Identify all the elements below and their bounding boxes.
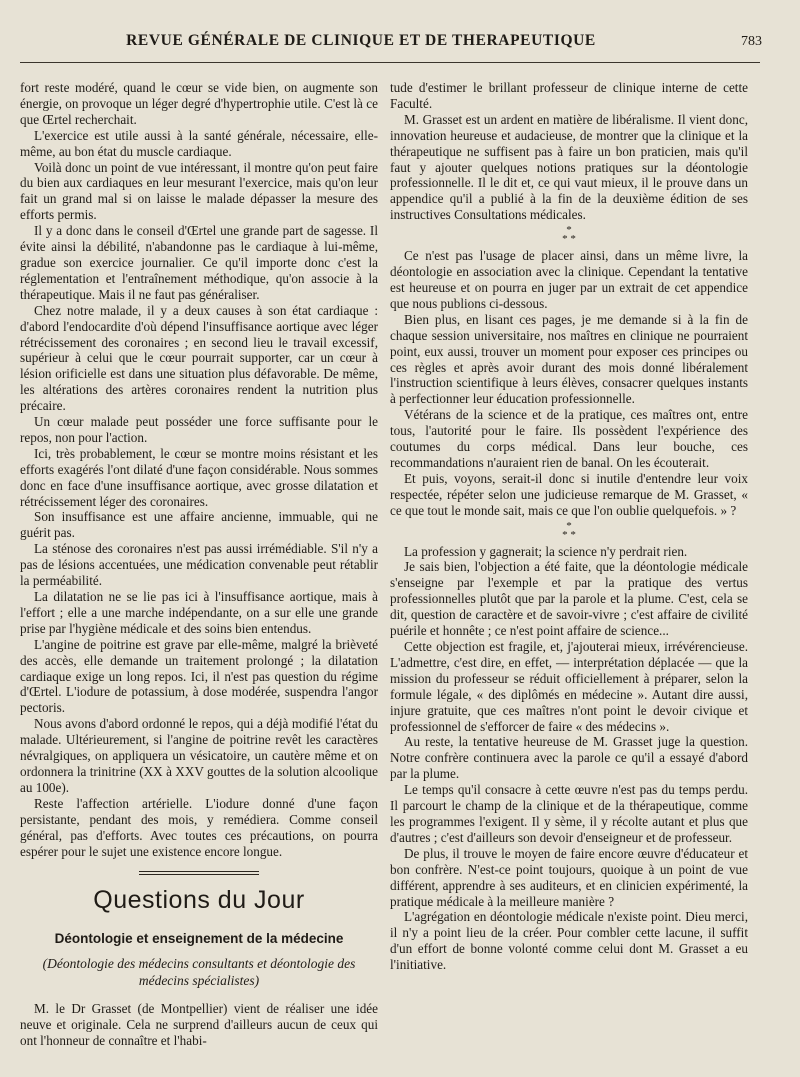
paragraph: Cette objection est fragile, et, j'ajouterai mieux, irrévérencieuse. L'admettre, c'est dire, en effet, — interprétation déplacée — que la mission du professeur se réduit officiellement à préparer, selon la formule légale, « des diplômés en médecine ». Autant dire aussi, injure gratuite, que ces maîtres n'ont point le devoir civique et professionnel de s'efforcer de faire « des médecins ». — [390, 639, 748, 734]
paragraph: tude d'estimer le brillant professeur de clinique interne de cette Faculté. — [390, 80, 748, 111]
paragraph: Chez notre malade, il y a deux causes à son état cardiaque : d'abord l'endocardite d'où dépend l'insuffisance aortique avec léger rétrécissement des coronaires ; en second lieu le travail excessif, supérieur à celui que le cœur pourrait supporter, car un cœur à lésion orificielle est dans une situation plus défavorable. De même, les altérations des artères coronaires rendent la nutrition plus précaire. — [20, 302, 378, 414]
paragraph: L'agrégation en déontologie médicale n'existe point. Dieu merci, il n'y a point lieu de la créer. Pour combler cette lacune, il suffit d'un effort de bonne volonté comme celui dont M. Grasset a eu l'initiative. — [390, 909, 748, 973]
page-header — [20, 28, 762, 54]
paragraph: Bien plus, en lisant ces pages, je me demande si à la fin de chaque session universitaire, nos maîtres en clinique ne pourraient point, eux aussi, trouver un moment pour exposer ces principes ou ces règles et après avoir durant des mois donné libéralement l'instruction scientifique à leurs élèves, consacrer quelques instants à perfectionner leur éducation professionnelle. — [390, 311, 748, 407]
paragraph: Ce n'est pas l'usage de placer ainsi, dans un même livre, la déontologie en association avec la clinique. Cependant la tentative est heureuse et on pourra en juger par un extrait de cet appendice que nous publions ci-dessous. — [390, 248, 748, 311]
paragraph: Il y a donc dans le conseil d'Œrtel une grande part de sagesse. Il évite ainsi la débilité, n'abandonne pas le cardiaque à lui-même, gradue son exercice journalier. Ce qu'il importe donc c'est la réglementation et l'entraînement méthodique, qu'on associe à la thérapeutique. Mais il ne faut pas généraliser. — [20, 223, 378, 302]
paragraph: L'exercice est utile aussi à la santé générale, nécessaire, elle-même, au bon état du muscle cardiaque. — [20, 127, 378, 159]
paragraph: M. Grasset est un ardent en matière de libéralisme. Il vient donc, innovation heureuse et audacieuse, de montrer que la clinique et la thérapeutique ne suffisent pas à faire un bon praticien, mais qu'il faut y ajouter quelques notions pratiques sur la déontologie professionnelle. Il le dit et, ce qui vaut mieux, il le prouve dans un appendice qu'il a publié à la fin de la deuxième édition de ses instructives Consultations médicales. — [390, 111, 748, 223]
paragraph: Reste l'affection artérielle. L'iodure donné d'une façon persistante, pendant des mois, y remédiera. Comme conseil général, pas d'efforts. Avec toutes ces précautions, on pourra espérer pour le sujet une existence encore longue. — [20, 795, 378, 859]
header-rule — [20, 62, 760, 63]
left-column — [20, 80, 378, 1049]
paragraph: De plus, il trouve le moyen de faire encore œuvre d'éducateur et bon confrère. N'est-ce point toujours, quoique à un point de vue différent, apprendre à ses auditeurs, et en clinicien expérimenté, la pratique médicale à la meilleure manière ? — [390, 845, 748, 909]
paragraph: Un cœur malade peut posséder une force suffisante pour le repos, non pour l'action. — [20, 414, 378, 445]
paragraph: M. le Dr Grasset (de Montpellier) vient de réaliser une idée neuve et originale. Cela ne surprend d'ailleurs aucun de ceux qui ont l'honneur de connaître et l'habi- — [20, 1001, 378, 1049]
article-title: Déontologie et enseignement de la médecine — [54, 931, 344, 947]
article-subtitle: (Déontologie des médecins consultants et déontologie des médecins spécialistes) — [42, 956, 356, 989]
paragraph: La sténose des coronaires n'est pas aussi irrémédiable. S'il n'y a pas de lésions accentuées, une médication convenable peut rétablir la perméabilité. — [20, 541, 378, 589]
paragraph: Au reste, la tentative heureuse de M. Grasset juge la question. Notre confrère continuera avec la parole ce qu'il a essayé d'abord par la plume. — [390, 734, 748, 782]
paragraph: Je sais bien, l'objection a été faite, que la déontologie médicale s'enseigne par l'exemple et par la pratique des vertus professionnelles plutôt que par la parole et la plume. C'est, cela se dit, question de caractère et de savoir-vivre ; c'est affaire de civilité puérile et honnête ; ce n'est point affaire de science... — [390, 559, 748, 639]
paragraph: Voilà donc un point de vue intéressant, il montre qu'on peut faire du bien aux cardiaques en leur mesurant l'exercice, mais qu'on leur fait un grand mal si on laisse le malade dépasser la mesure des efforts permis. — [20, 159, 378, 223]
paragraph: Et puis, voyons, serait-il donc si inutile d'entendre leur voix respectée, répéter selon une judicieuse remarque de M. Grasset, « ce que tout le monde sait, mais ce que l'on oublie quelquefois. » ? — [390, 470, 748, 518]
paragraph: Ici, très probablement, le cœur se montre moins résistant et les efforts exagérés l'ont dilaté d'une façon considérable. Nous sommes donc en face d'une insuffisance aortique, avec grosse dilatation et rétrécissement léger des coronaires. — [20, 445, 378, 509]
paragraph: L'angine de poitrine est grave par elle-même, malgré la brièveté des accès, elle demande un traitement prolongé ; la dilatation cardiaque exige un long repos. Ici, il n'est pas question du régime d'Œrtel. L'iodure de potassium, à dose modérée, suspendra l'angor pectoris. — [20, 636, 378, 716]
section-divider — [139, 871, 259, 875]
running-title: REVUE GÉNÉRALE DE CLINIQUE ET DE THERAPEUTIQUE — [126, 32, 596, 49]
section-title: Questions du Jour — [93, 886, 305, 915]
paragraph: Son insuffisance est une affaire ancienne, immuable, qui ne guérit pas. — [20, 509, 378, 541]
paragraph: fort reste modéré, quand le cœur se vide bien, on augmente son énergie, on provoque un léger degré d'hypertrophie utile. C'est là ce que Œrtel recherchait. — [20, 80, 378, 127]
asterism-separator: * * * — [562, 519, 576, 541]
paragraph: La profession y gagnerait; la science n'y perdrait rien. — [404, 543, 688, 559]
paragraph: Le temps qu'il consacre à cette œuvre n'est pas du temps perdu. Il parcourt le champ de la clinique et de la thérapeutique, comme les programmes l'exigent. Il y sème, il y récolte autant et plus que d'autres ; c'est d'ailleurs son devoir d'enseigneur et de professeur. — [390, 782, 748, 845]
paragraph: Vétérans de la science et de la pratique, ces maîtres ont, entre tous, l'autorité pour le faire. Ils possèdent l'expérience des coutumes du corps médical. Dans leur bouche, ces recommandations n'auraient rien de banal. On les écouterait. — [390, 407, 748, 470]
paragraph: La dilatation ne se lie pas ici à l'insuffisance aortique, mais à l'effort ; elle a une marche indépendante, on a sur elle une grande prise par l'hygiène médicale et des soins bien entendus. — [20, 589, 378, 636]
paragraph: Nous avons d'abord ordonné le repos, qui a déjà modifié l'état du malade. Ultérieurement, si l'angine de poitrine revêt les caractères névralgiques, on appliquera un vésicatoire, un cautère même et on ordonnera la trinitrine (XX à XXV gouttes de la solution alcoolique au 100e). — [20, 716, 378, 795]
asterism-separator: * * * — [562, 224, 576, 246]
page-number: 783 — [741, 34, 762, 49]
right-column — [390, 80, 748, 973]
